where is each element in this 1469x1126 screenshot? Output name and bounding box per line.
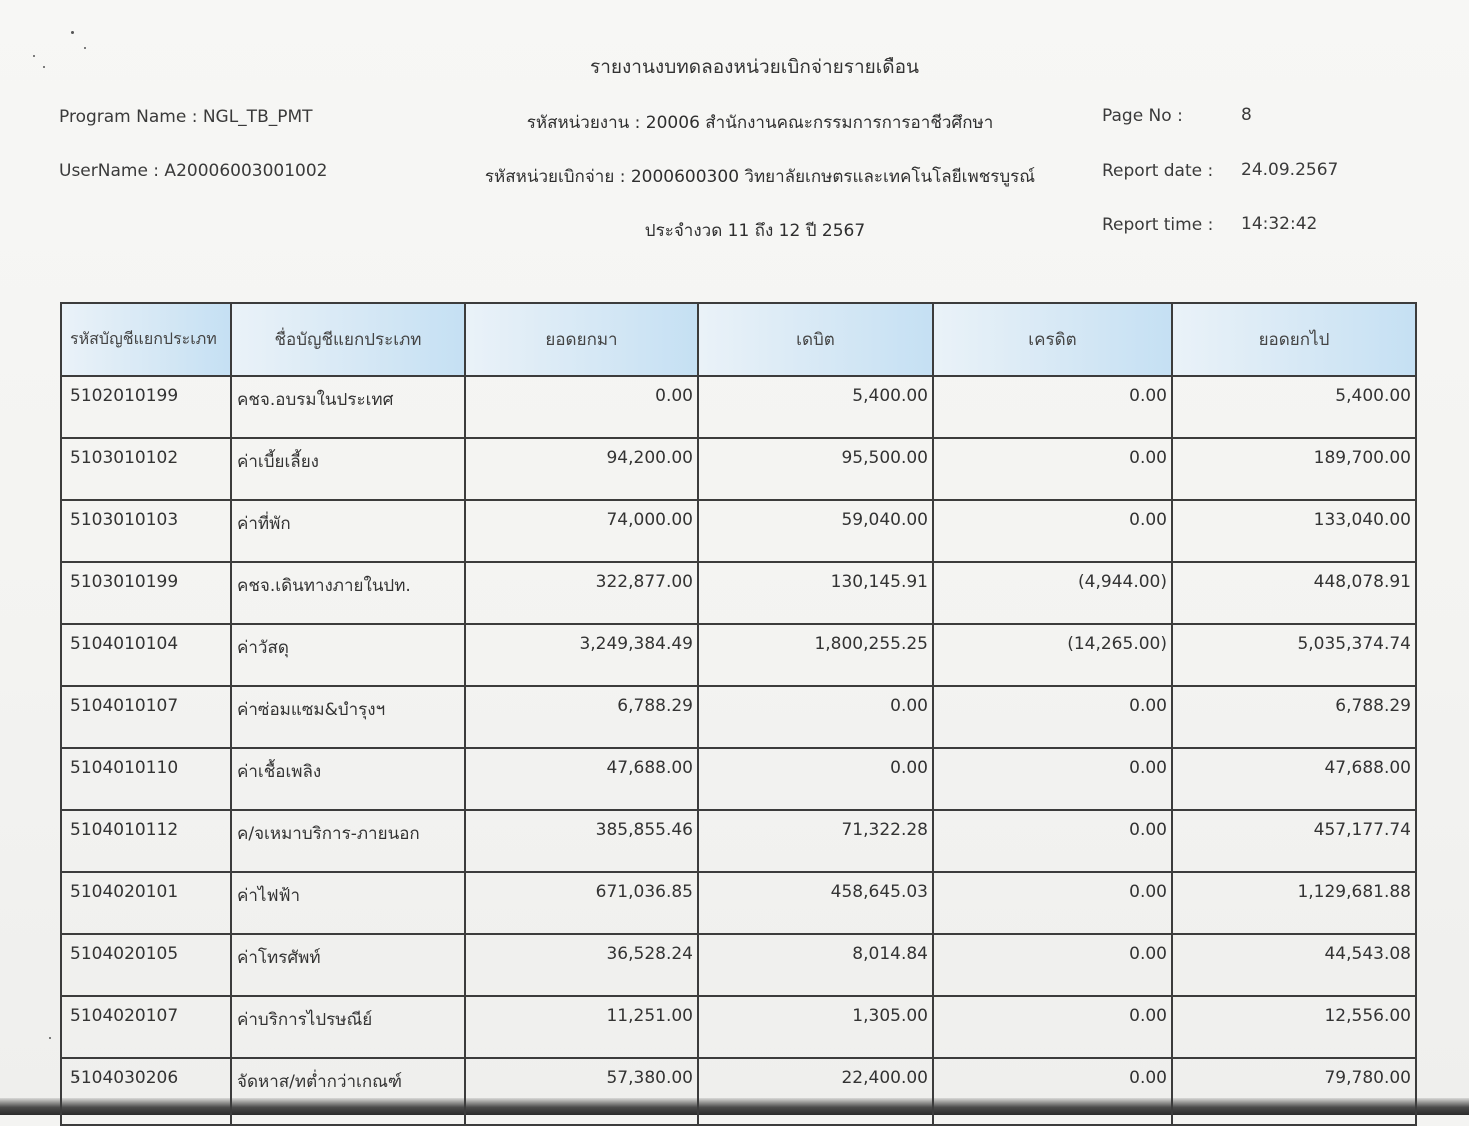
cell-brought-forward: 36,528.24	[465, 934, 698, 996]
table-row	[61, 624, 1416, 686]
cell-credit: 0.00	[933, 996, 1172, 1058]
cell-brought-forward: 47,688.00	[465, 748, 698, 810]
cell-debit: 5,400.00	[698, 376, 933, 438]
cell-debit: 22,400.00	[698, 1058, 933, 1125]
cell-account-code: 5104010112	[61, 810, 231, 872]
table-row	[61, 996, 1416, 1058]
table-row	[61, 376, 1416, 438]
scan-speck	[49, 1037, 51, 1039]
cell-credit: 0.00	[933, 872, 1172, 934]
cell-credit: (14,265.00)	[933, 624, 1172, 686]
cell-carried-forward: 1,129,681.88	[1172, 872, 1416, 934]
agency-line: รหัสหน่วยงาน : 20006 สำนักงานคณะกรรมการการอาชีวศึกษา	[526, 113, 994, 133]
cell-carried-forward: 448,078.91	[1172, 562, 1416, 624]
cell-carried-forward: 44,543.08	[1172, 934, 1416, 996]
cell-debit: 0.00	[698, 748, 933, 810]
cell-carried-forward: 133,040.00	[1172, 500, 1416, 562]
cell-account-code: 5103010102	[61, 438, 231, 500]
cell-account-name: ค/จเหมาบริการ-ภายนอก	[231, 810, 465, 872]
cell-carried-forward: 6,788.29	[1172, 686, 1416, 748]
cell-brought-forward: 6,788.29	[465, 686, 698, 748]
period-line: ประจำงวด 11 ถึง 12 ปี 2567	[644, 221, 866, 241]
table-row	[61, 562, 1416, 624]
page-no-value: 8	[1241, 105, 1252, 125]
scan-speck	[71, 31, 74, 34]
cell-account-name: ค่าโทรศัพท์	[231, 934, 465, 996]
cell-debit: 8,014.84	[698, 934, 933, 996]
cell-credit: (4,944.00)	[933, 562, 1172, 624]
program-name: Program Name : NGL_TB_PMT	[59, 107, 313, 127]
cell-debit: 59,040.00	[698, 500, 933, 562]
cell-debit: 130,145.91	[698, 562, 933, 624]
cell-carried-forward: 5,400.00	[1172, 376, 1416, 438]
report-date-label: Report date :	[1102, 161, 1214, 181]
table-row	[61, 500, 1416, 562]
cell-brought-forward: 0.00	[465, 376, 698, 438]
cell-account-code: 5104030206	[61, 1058, 231, 1125]
header-brought-forward: ยอดยกมา	[465, 303, 698, 376]
cell-carried-forward: 47,688.00	[1172, 748, 1416, 810]
cell-account-code: 5104010104	[61, 624, 231, 686]
table-row	[61, 872, 1416, 934]
disbursement-unit-line: รหัสหน่วยเบิกจ่าย : 2000600300 วิทยาลัยเกษตรและเทคโนโลยีเพชรบูรณ์	[484, 167, 1036, 187]
table-row	[61, 810, 1416, 872]
report-date-value: 24.09.2567	[1241, 160, 1339, 180]
trial-balance-table	[60, 302, 1417, 1126]
cell-debit: 71,322.28	[698, 810, 933, 872]
cell-account-code: 5103010103	[61, 500, 231, 562]
cell-carried-forward: 457,177.74	[1172, 810, 1416, 872]
cell-account-name: ค่าซ่อมแซม&บำรุงฯ	[231, 686, 465, 748]
header-account-name: ชื่อบัญชีแยกประเภท	[231, 303, 465, 376]
table-row	[61, 748, 1416, 810]
cell-account-name: ค่าไฟฟ้า	[231, 872, 465, 934]
cell-carried-forward: 5,035,374.74	[1172, 624, 1416, 686]
cell-brought-forward: 94,200.00	[465, 438, 698, 500]
scan-speck	[84, 47, 86, 49]
cell-account-code: 5104010110	[61, 748, 231, 810]
header-debit: เดบิต	[698, 303, 933, 376]
cell-debit: 458,645.03	[698, 872, 933, 934]
cell-brought-forward: 11,251.00	[465, 996, 698, 1058]
cell-account-name: จัดหาส/ทต่ำกว่าเกณฑ์	[231, 1058, 465, 1125]
cell-credit: 0.00	[933, 810, 1172, 872]
table-row	[61, 438, 1416, 500]
cell-account-name: ค่าที่พัก	[231, 500, 465, 562]
table-row	[61, 934, 1416, 996]
user-name: UserName : A20006003001002	[59, 161, 328, 181]
cell-account-code: 5104020107	[61, 996, 231, 1058]
cell-credit: 0.00	[933, 686, 1172, 748]
cell-account-name: ค่าบริการไปรษณีย์	[231, 996, 465, 1058]
cell-debit: 95,500.00	[698, 438, 933, 500]
cell-carried-forward: 12,556.00	[1172, 996, 1416, 1058]
cell-account-code: 5104020101	[61, 872, 231, 934]
page-no-label: Page No :	[1102, 106, 1183, 126]
cell-carried-forward: 189,700.00	[1172, 438, 1416, 500]
cell-credit: 0.00	[933, 500, 1172, 562]
report-time-value: 14:32:42	[1241, 214, 1318, 234]
cell-debit: 0.00	[698, 686, 933, 748]
cell-credit: 0.00	[933, 748, 1172, 810]
cell-credit: 0.00	[933, 438, 1172, 500]
cell-debit: 1,305.00	[698, 996, 933, 1058]
cell-account-name: คชจ.อบรมในประเทศ	[231, 376, 465, 438]
report-title: รายงานงบทดลองหน่วยเบิกจ่ายรายเดือน	[589, 56, 920, 78]
cell-debit: 1,800,255.25	[698, 624, 933, 686]
cell-account-name: ค่าเบี้ยเลี้ยง	[231, 438, 465, 500]
cell-brought-forward: 671,036.85	[465, 872, 698, 934]
report-time-label: Report time :	[1102, 215, 1214, 235]
cell-account-name: ค่าเชื้อเพลิง	[231, 748, 465, 810]
cell-brought-forward: 322,877.00	[465, 562, 698, 624]
header-account-code: รหัสบัญชีแยกประเภท	[61, 303, 231, 376]
cell-account-code: 5102010199	[61, 376, 231, 438]
cell-brought-forward: 74,000.00	[465, 500, 698, 562]
table-header-row	[61, 303, 1416, 376]
header-carried-forward: ยอดยกไป	[1172, 303, 1416, 376]
header-credit: เครดิต	[933, 303, 1172, 376]
cell-brought-forward: 385,855.46	[465, 810, 698, 872]
table-row	[61, 686, 1416, 748]
cell-credit: 0.00	[933, 934, 1172, 996]
cell-account-name: คชจ.เดินทางภายในปท.	[231, 562, 465, 624]
cell-credit: 0.00	[933, 376, 1172, 438]
cell-account-code: 5104020105	[61, 934, 231, 996]
cell-account-code: 5104010107	[61, 686, 231, 748]
cell-account-code: 5103010199	[61, 562, 231, 624]
cell-brought-forward: 3,249,384.49	[465, 624, 698, 686]
cell-brought-forward: 57,380.00	[465, 1058, 698, 1125]
cell-credit: 0.00	[933, 1058, 1172, 1125]
cell-carried-forward: 79,780.00	[1172, 1058, 1416, 1125]
cell-account-name: ค่าวัสดุ	[231, 624, 465, 686]
